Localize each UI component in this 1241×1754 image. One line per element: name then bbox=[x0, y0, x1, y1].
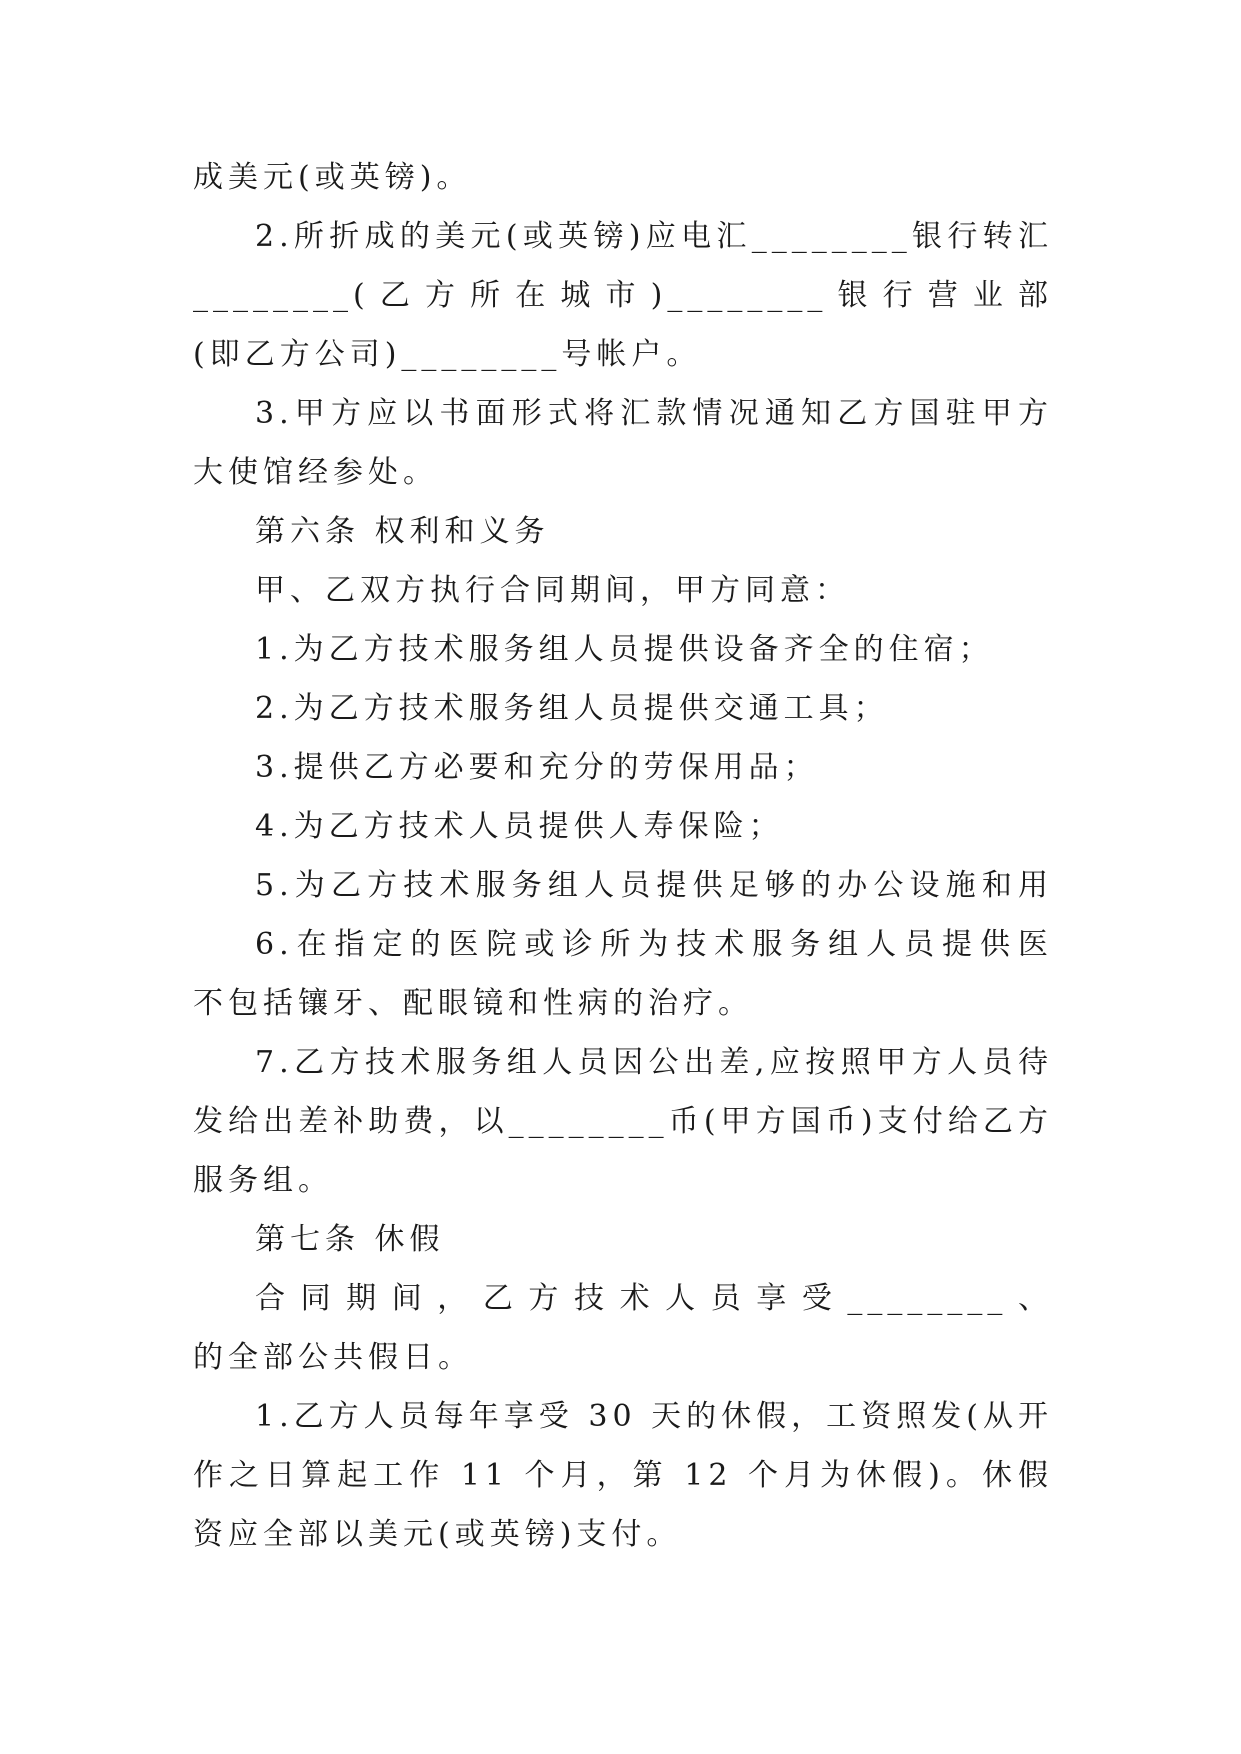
text-line: 5.为乙方技术服务组人员提供足够的办公设施和用 bbox=[255, 868, 1053, 903]
text-line: 大使馆经参处。 bbox=[193, 455, 438, 490]
text-line: 6.在指定的医院或诊所为技术服务组人员提供医 bbox=[255, 927, 1053, 962]
text-line: 1.为乙方技术服务组人员提供设备齐全的住宿； bbox=[255, 632, 994, 667]
document-page bbox=[193, 148, 1053, 1564]
text-line: 成美元(或英镑)。 bbox=[193, 160, 472, 195]
text-line: 1.乙方人员每年享受 30 天的休假，工资照发(从开 bbox=[255, 1399, 1053, 1434]
text-line: 第七条 休假 bbox=[255, 1222, 445, 1257]
text-line: 3.甲方应以书面形式将汇款情况通知乙方国驻甲方 bbox=[255, 396, 1053, 431]
text-line: 第六条 权利和义务 bbox=[255, 514, 550, 549]
text-line: 的全部公共假日。 bbox=[193, 1340, 473, 1375]
text-line: 7.乙方技术服务组人员因公出差,应按照甲方人员待 bbox=[255, 1045, 1053, 1080]
text-line: 合同期间，乙方技术人员享受________、 bbox=[255, 1281, 1053, 1316]
text-line: 资应全部以美元(或英镑)支付。 bbox=[193, 1517, 682, 1552]
text-line: 2.所折成的美元(或英镑)应电汇________银行转汇 bbox=[255, 219, 1053, 254]
text-line: 作之日算起工作 11 个月，第 12 个月为休假)。休假 bbox=[193, 1458, 1053, 1493]
text-line: 4.为乙方技术人员提供人寿保险； bbox=[255, 809, 784, 844]
text-line: 3.提供乙方必要和充分的劳保用品； bbox=[255, 750, 819, 785]
text-line: 发给出差补助费，以________币(甲方国币)支付给乙方 bbox=[193, 1104, 1053, 1139]
text-line: 服务组。 bbox=[193, 1163, 333, 1198]
text-line: ________(乙方所在城市)________银行营业部 bbox=[193, 278, 1053, 313]
text-line: 2.为乙方技术服务组人员提供交通工具； bbox=[255, 691, 889, 726]
text-line: 不包括镶牙、配眼镜和性病的治疗。 bbox=[193, 986, 753, 1021]
text-line: 甲、乙双方执行合同期间，甲方同意： bbox=[255, 573, 850, 608]
text-line: (即乙方公司)________号帐户。 bbox=[193, 337, 702, 372]
